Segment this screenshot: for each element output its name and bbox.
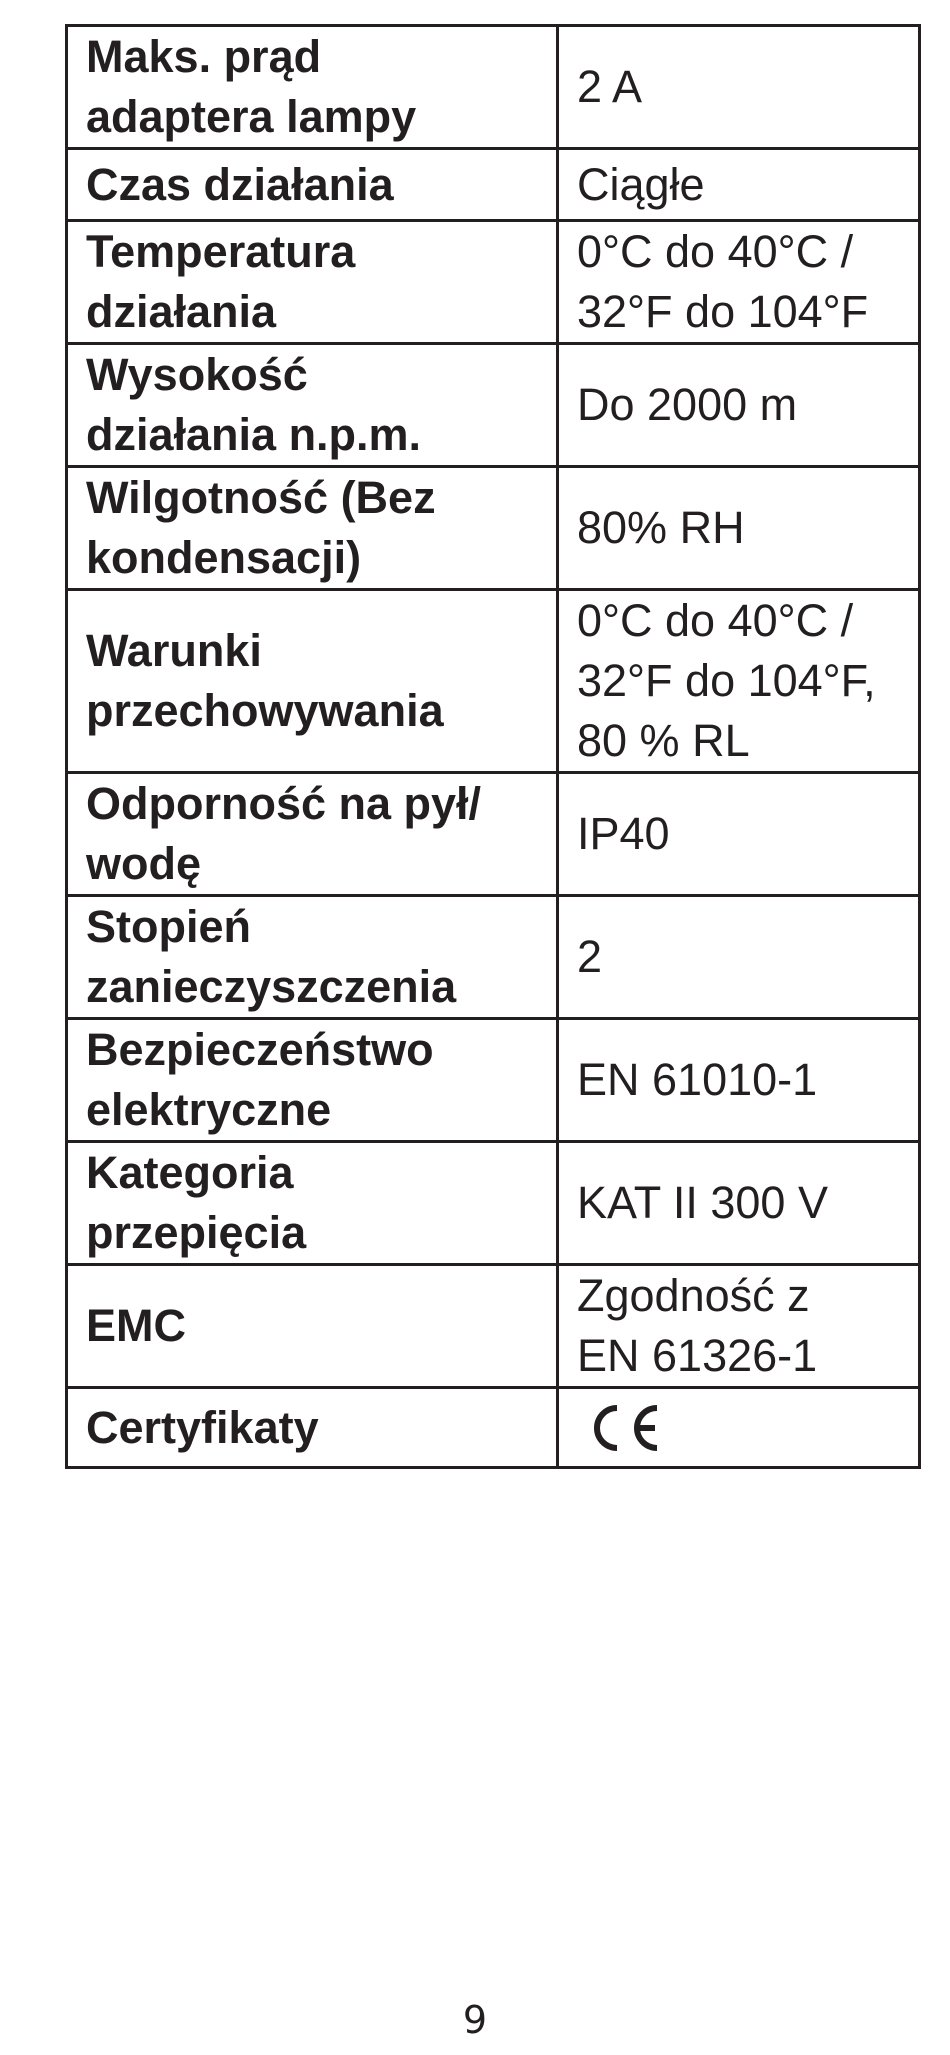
spec-label-cell xyxy=(67,1265,558,1388)
specifications-table xyxy=(65,24,921,1469)
spec-row xyxy=(67,149,920,221)
ce-mark-icon xyxy=(585,1400,665,1456)
spec-row xyxy=(67,1019,920,1142)
spec-row xyxy=(67,1388,920,1468)
spec-label: Kategoria przepięcia xyxy=(86,1147,307,1258)
spec-row xyxy=(67,1265,920,1388)
spec-value-cell xyxy=(558,1142,920,1265)
spec-value-cell xyxy=(558,344,920,467)
spec-label: EMC xyxy=(86,1300,186,1351)
spec-value-cell xyxy=(558,221,920,344)
spec-label: Odporność na pył/ wodę xyxy=(86,778,482,889)
spec-value: Ciągłe xyxy=(577,158,705,210)
spec-value-cell xyxy=(558,26,920,149)
spec-label: Wysokość działania n.p.m. xyxy=(86,349,422,460)
spec-value-cell xyxy=(558,590,920,773)
spec-value: Zgodność z EN 61326-1 xyxy=(577,1270,818,1381)
spec-label: Maks. prąd adaptera lampy xyxy=(86,31,417,142)
spec-label: Bezpieczeństwo elektryczne xyxy=(86,1024,434,1135)
spec-row xyxy=(67,896,920,1019)
spec-label-cell xyxy=(67,467,558,590)
spec-row xyxy=(67,467,920,590)
spec-value: 0°C do 40°C / 32°F do 104°F, 80 % RL xyxy=(577,595,876,766)
spec-label: Temperatura działania xyxy=(86,226,356,337)
spec-label: Certyfikaty xyxy=(86,1401,319,1453)
spec-value: 0°C do 40°C / 32°F do 104°F xyxy=(577,226,869,337)
page-number: 9 xyxy=(462,1998,488,2042)
spec-row xyxy=(67,1142,920,1265)
spec-label: Czas działania xyxy=(86,158,394,210)
spec-value: EN 61010-1 xyxy=(577,1054,818,1105)
spec-label-cell xyxy=(67,773,558,896)
spec-row xyxy=(67,344,920,467)
spec-label-cell xyxy=(67,590,558,773)
spec-row xyxy=(67,26,920,149)
spec-value-cell xyxy=(558,467,920,590)
spec-value: 80% RH xyxy=(577,502,745,553)
spec-value-cell xyxy=(558,1265,920,1388)
spec-row xyxy=(67,590,920,773)
spec-value: KAT II 300 V xyxy=(577,1177,828,1228)
spec-row xyxy=(67,773,920,896)
spec-value-cell xyxy=(558,149,920,221)
spec-value-cell xyxy=(558,1019,920,1142)
spec-label-cell xyxy=(67,896,558,1019)
spec-label-cell xyxy=(67,344,558,467)
spec-label: Wilgotność (Bez kondensacji) xyxy=(86,472,436,583)
spec-label: Warunki przechowywania xyxy=(86,625,444,736)
spec-value: 2 xyxy=(577,931,603,982)
spec-label-cell xyxy=(67,1019,558,1142)
spec-label-cell xyxy=(67,149,558,221)
spec-label-cell xyxy=(67,1388,558,1468)
spec-label: Stopień zanieczyszczenia xyxy=(86,901,457,1012)
spec-label-cell xyxy=(67,1142,558,1265)
spec-row xyxy=(67,221,920,344)
spec-value: IP40 xyxy=(577,808,670,859)
spec-value-cell xyxy=(558,1388,920,1468)
spec-value-cell xyxy=(558,773,920,896)
spec-value: 2 A xyxy=(577,61,643,112)
specifications-table-body xyxy=(67,26,920,1468)
spec-value: Do 2000 m xyxy=(577,379,798,430)
spec-value-cell xyxy=(558,896,920,1019)
spec-label-cell xyxy=(67,221,558,344)
spec-label-cell xyxy=(67,26,558,149)
